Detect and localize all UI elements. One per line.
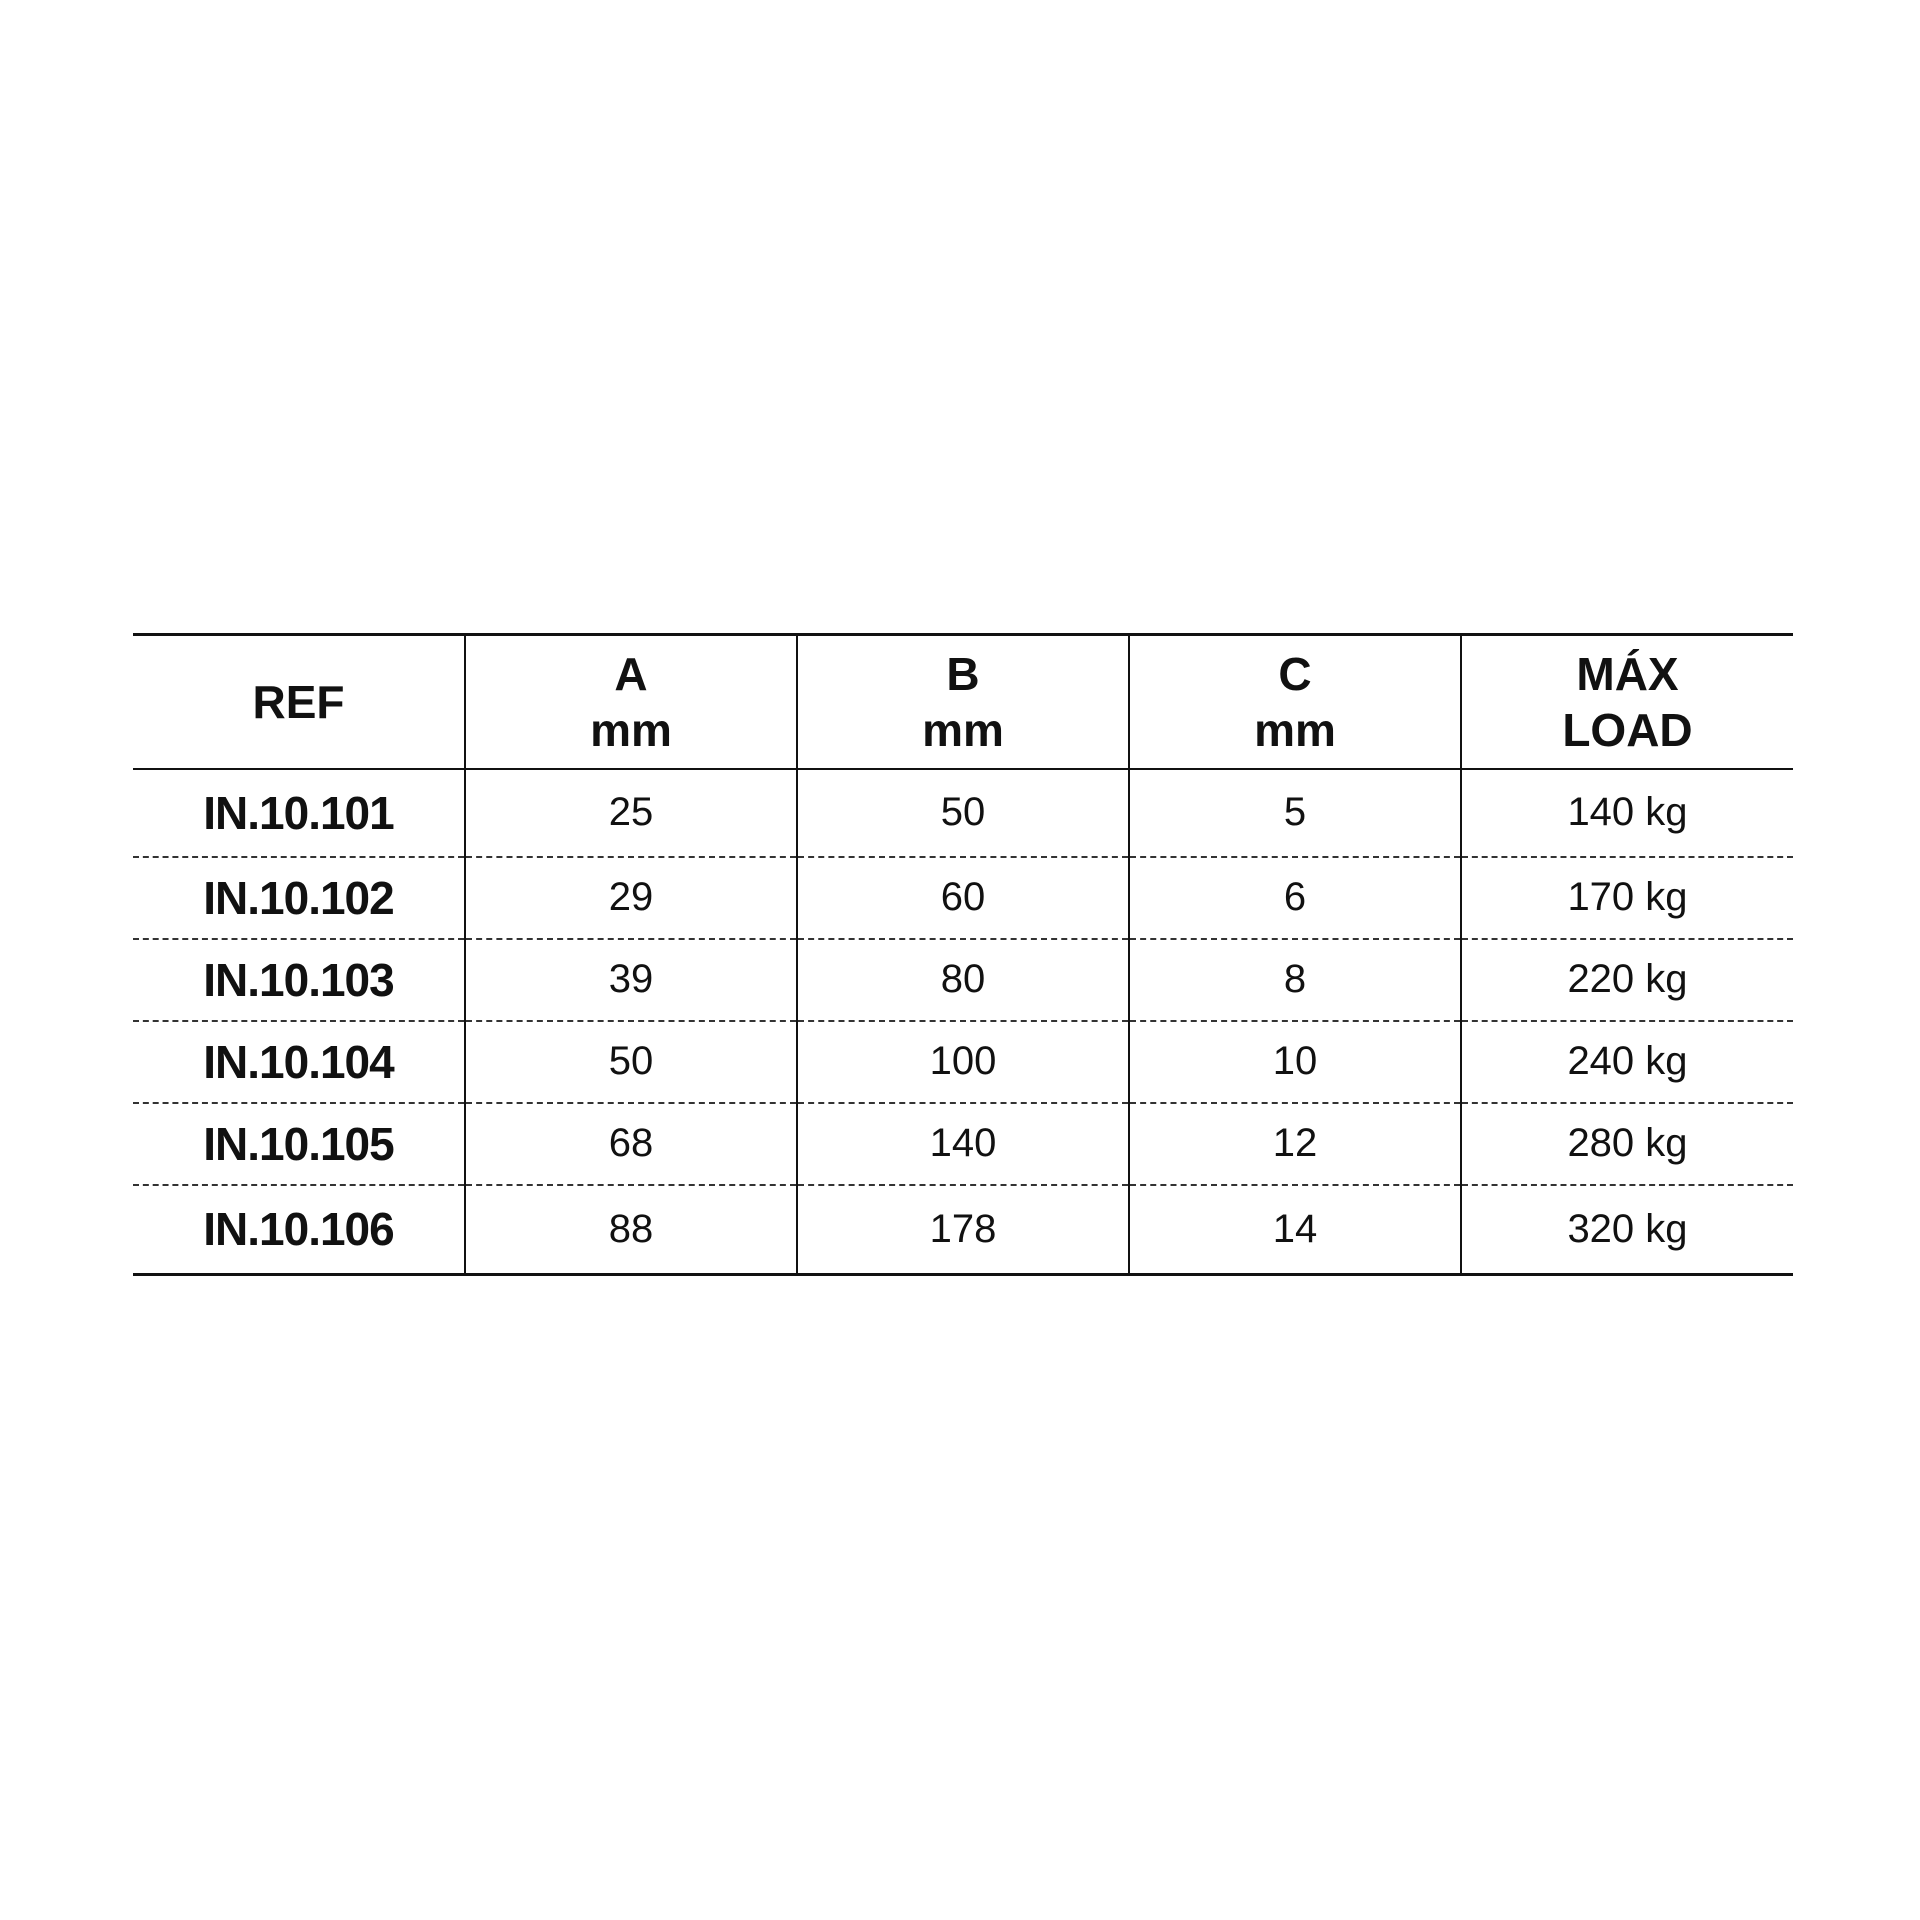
- b-cell: 140: [797, 1103, 1129, 1185]
- a-cell: 39: [465, 939, 797, 1021]
- a-cell: 50: [465, 1021, 797, 1103]
- ref-cell: IN.10.104: [133, 1021, 465, 1103]
- header-max-load-line1: MÁX: [1576, 647, 1679, 700]
- header-max-load: [1461, 635, 1793, 769]
- ref-cell: IN.10.102: [133, 857, 465, 939]
- spec-table: [133, 633, 1793, 1276]
- load-cell: 240 kg: [1461, 1021, 1793, 1103]
- c-cell: 14: [1129, 1185, 1461, 1275]
- c-cell: 5: [1129, 769, 1461, 857]
- a-cell: 88: [465, 1185, 797, 1275]
- header-c: [1129, 635, 1461, 769]
- b-cell: 50: [797, 769, 1129, 857]
- b-cell: 100: [797, 1021, 1129, 1103]
- header-c-unit: mm: [1254, 703, 1336, 756]
- header-a: [465, 635, 797, 769]
- table-header: [133, 635, 1793, 769]
- a-cell: 68: [465, 1103, 797, 1185]
- table-row: [133, 1103, 1793, 1185]
- table-body: [133, 769, 1793, 1275]
- header-a-unit: mm: [590, 703, 672, 756]
- b-cell: 178: [797, 1185, 1129, 1275]
- c-cell: 6: [1129, 857, 1461, 939]
- load-cell: 220 kg: [1461, 939, 1793, 1021]
- table-row: [133, 1185, 1793, 1275]
- ref-cell: IN.10.103: [133, 939, 465, 1021]
- header-b: [797, 635, 1129, 769]
- c-cell: 10: [1129, 1021, 1461, 1103]
- header-b-label: B: [946, 647, 980, 700]
- load-cell: 140 kg: [1461, 769, 1793, 857]
- table-row: [133, 939, 1793, 1021]
- table-row: [133, 769, 1793, 857]
- ref-cell: IN.10.105: [133, 1103, 465, 1185]
- load-cell: 320 kg: [1461, 1185, 1793, 1275]
- header-c-label: C: [1278, 647, 1312, 700]
- b-cell: 80: [797, 939, 1129, 1021]
- c-cell: 8: [1129, 939, 1461, 1021]
- header-a-label: A: [614, 647, 648, 700]
- ref-cell: IN.10.106: [133, 1185, 465, 1275]
- header-max-load-line2: LOAD: [1562, 703, 1693, 756]
- c-cell: 12: [1129, 1103, 1461, 1185]
- table-row: [133, 1021, 1793, 1103]
- header-ref-label: REF: [252, 675, 345, 728]
- a-cell: 29: [465, 857, 797, 939]
- header-row: [133, 635, 1793, 769]
- load-cell: 170 kg: [1461, 857, 1793, 939]
- load-cell: 280 kg: [1461, 1103, 1793, 1185]
- header-ref: [133, 635, 465, 769]
- a-cell: 25: [465, 769, 797, 857]
- ref-cell: IN.10.101: [133, 769, 465, 857]
- table-row: [133, 857, 1793, 939]
- header-b-unit: mm: [922, 703, 1004, 756]
- b-cell: 60: [797, 857, 1129, 939]
